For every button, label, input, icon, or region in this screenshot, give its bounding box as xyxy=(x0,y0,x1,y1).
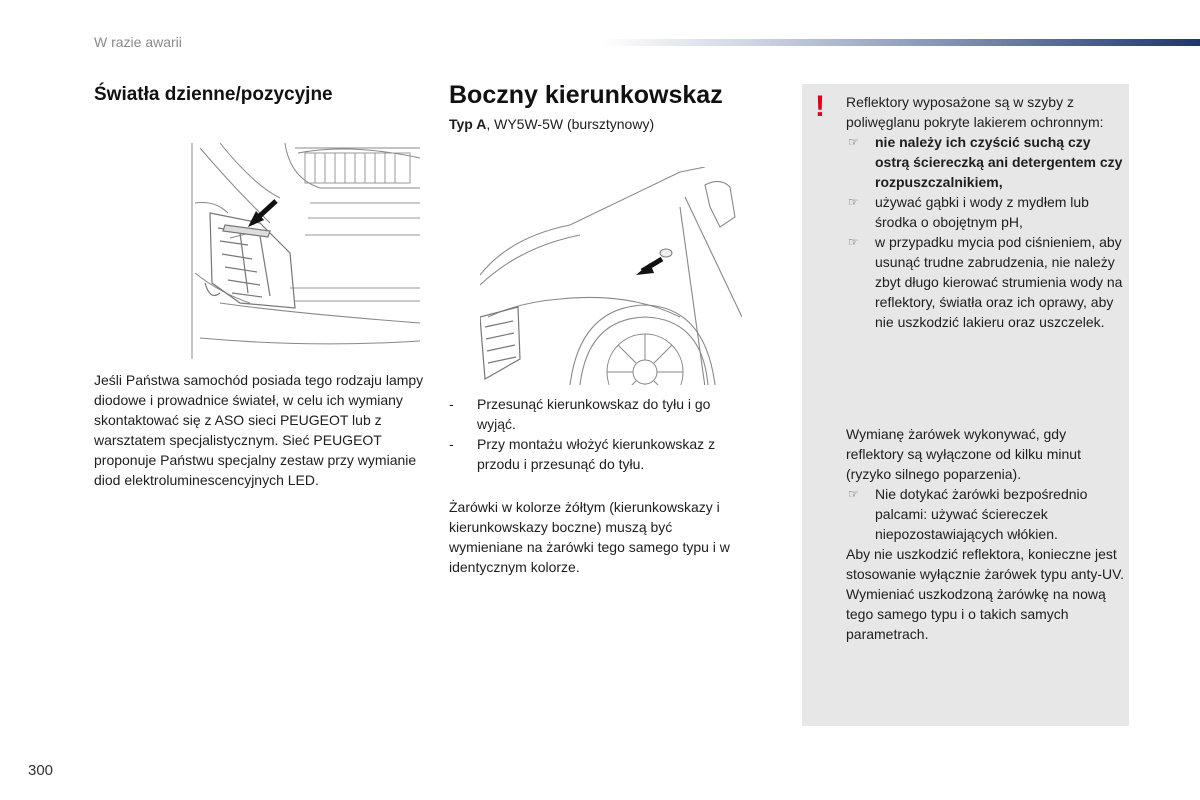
anti-uv-paragraph: Aby nie uszkodzić reflektora, konieczne jest stosowanie wyłącznie żarówek typu anty-UV. xyxy=(846,546,1125,582)
heading-side-indicator: Boczny kierunkowskaz xyxy=(449,81,723,109)
list-marker: - xyxy=(449,436,454,452)
pointing-finger-icon: ☞ xyxy=(848,235,859,249)
bulb-type-line xyxy=(449,116,654,132)
side-indicator-illustration xyxy=(480,167,742,385)
list-item xyxy=(846,484,1126,544)
list-item xyxy=(846,232,1126,332)
pointing-finger-icon: ☞ xyxy=(848,135,859,149)
warning-intro: Reflektory wyposażone są w szyby z poliwęglanu pokryte lakierem ochronnym: xyxy=(846,94,1104,130)
list-item xyxy=(846,132,1126,192)
list-item xyxy=(449,394,749,434)
steps-list xyxy=(449,394,749,474)
bulb-change-paragraph: Wymianę żarówek wykonywać, gdy reflektory są wyłączone od kilku minut (ryzyko silnego poparzenia). xyxy=(846,426,1081,482)
section-title: W razie awarii xyxy=(94,34,182,50)
type-label: Typ A xyxy=(449,116,487,132)
warning-exclamation-icon: ! xyxy=(815,90,825,123)
led-lights-paragraph: Jeśli Państwa samochód posiada tego rodzaju lampy diodowe i prowadnice świateł, w celu ich wymiany skontaktować się z ASO sieci PEUGEOT lub z warsztatem specjalistycznym. Sieć PEUGEOT proponuje Państwu specjalny zestaw przy wymianie diod elektroluminescencyjnych LED. xyxy=(94,372,424,488)
replace-bulb-paragraph: Wymieniać uszkodzoną żarówkę na nową tego samego typu i o takich samych parametrach. xyxy=(846,586,1106,642)
warning-section-1 xyxy=(846,92,1126,332)
step-text: Przy montażu włożyć kierunkowskaz z przodu i przesunąć do tyłu. xyxy=(477,436,716,472)
bullet-text: nie należy ich czyścić suchą czy ostrą ściereczką ani detergentem czy rozpuszczalnikiem, xyxy=(875,134,1123,190)
type-value: , WY5W-5W (bursztynowy) xyxy=(486,116,655,132)
front-bumper-illustration xyxy=(190,143,420,359)
list-item xyxy=(449,434,749,474)
warning-section-2 xyxy=(846,424,1126,644)
header-gradient-bar xyxy=(600,39,1200,46)
heading-daytime-lights: Światła dzienne/pozycyjne xyxy=(94,84,333,105)
pointing-finger-icon: ☞ xyxy=(848,487,859,501)
pointing-finger-icon: ☞ xyxy=(848,195,859,209)
bullet-text: używać gąbki i wody z mydłem lub środka o obojętnym pH, xyxy=(875,194,1089,230)
step-text: Przesunąć kierunkowskaz do tyłu i go wyjąć. xyxy=(477,396,711,432)
bullet-text: w przypadku mycia pod ciśnieniem, aby usunąć trudne zabrudzenia, nie należy zbyt długo kierować strumienia wody na reflektory, światła oraz ich oprawy, aby nie uszkodzić lakieru oraz uszczelek. xyxy=(875,234,1123,330)
list-marker: - xyxy=(449,396,454,412)
yellow-bulbs-paragraph: Żarówki w kolorze żółtym (kierunkowskazy i kierunkowskazy boczne) muszą być wymieniane na żarówki tego samego typu i w identycznym kolorze. xyxy=(449,499,730,575)
page-number: 300 xyxy=(28,762,54,779)
bullet-text: Nie dotykać żarówki bezpośrednio palcami: używać ściereczek niepozostawiających włókien. xyxy=(875,486,1088,542)
list-item xyxy=(846,192,1126,232)
